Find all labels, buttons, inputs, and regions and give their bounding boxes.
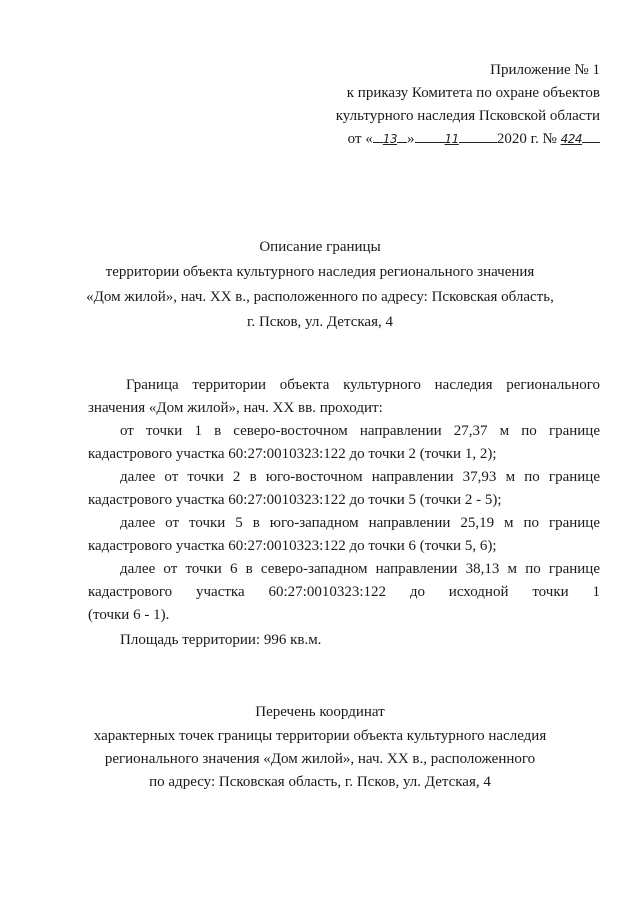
committee-line: культурного наследия Псковской области	[335, 108, 600, 124]
area-statement: Площадь территории: 996 кв.м.	[120, 632, 322, 648]
segment-1-line-1: от точки 1 в северо-восточном направлении 27,37 м по границе	[120, 423, 600, 439]
title-line-2: территории объекта культурного наследия регионального значения	[105, 264, 535, 280]
segment-3-line-2: кадастрового участка 60:27:0010323:122 до точки 6 (точки 5, 6);	[88, 538, 497, 554]
list-title-line-2: характерных точек границы территории объекта культурного наследия	[93, 728, 547, 744]
segment-1-line-2: кадастрового участка 60:27:0010323:122 до точки 2 (точки 1, 2);	[88, 446, 497, 462]
segment-4-line-1: далее от точки 6 в северо-западном направлении 38,13 м по границе	[120, 561, 600, 577]
date-day-close: »	[407, 131, 415, 147]
segment-3-line-1: далее от точки 5 в юго-западном направлении 25,19 м по границе	[120, 515, 600, 531]
segment-2-line-1: далее от точки 2 в юго-восточном направлении 37,93 м по границе	[120, 469, 600, 485]
list-title-line-4: по адресу: Псковская область, г. Псков, ул. Детская, 4	[149, 774, 491, 790]
appendix-label: Приложение № 1	[490, 62, 600, 78]
paragraph-intro-line-2: значения «Дом жилой», нач. XX вв. проходит:	[88, 400, 383, 416]
handwritten-order-number: 424	[560, 132, 582, 146]
handwritten-month: 11	[444, 132, 459, 146]
year-and-number-label: 2020 г. №	[496, 131, 557, 147]
order-reference-line: к приказу Комитета по охране объектов	[346, 85, 600, 101]
title-line-3: «Дом жилой», нач. XX в., расположенного по адресу: Псковская область,	[86, 289, 554, 305]
date-prefix: от «	[347, 131, 373, 147]
segment-4-line-3: (точки 6 - 1).	[88, 607, 170, 623]
handwritten-day: 13	[382, 132, 398, 146]
segment-2-line-2: кадастрового участка 60:27:0010323:122 до точки 5 (точки 2 - 5);	[88, 492, 502, 508]
paragraph-intro-line-1: Граница территории объекта культурного наследия регионального	[126, 377, 600, 393]
list-title-line-1: Перечень координат	[255, 704, 385, 720]
title-line-4: г. Псков, ул. Детская, 4	[247, 314, 393, 330]
order-date-line	[348, 130, 600, 148]
list-title-line-3: регионального значения «Дом жилой», нач. XX в., расположенного	[104, 751, 536, 767]
title-line-1: Описание границы	[259, 239, 381, 255]
segment-4-line-2: кадастрового участка 60:27:0010323:122 до исходной точки 1	[88, 584, 600, 600]
